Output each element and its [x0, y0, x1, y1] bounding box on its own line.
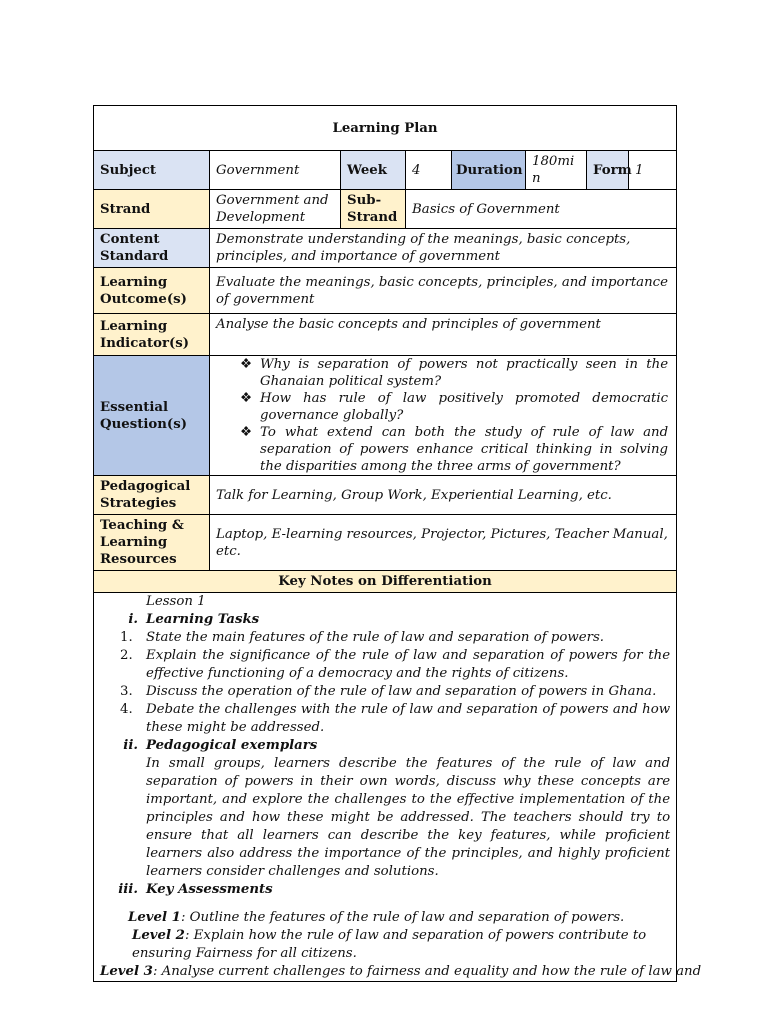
learning-outcomes-row — [94, 268, 677, 314]
assessment-level-2: Level 2: Explain how the rule of law and separation of powers contribute to ensuring Fairness for all citizens. — [132, 928, 647, 961]
duration-value: 180min — [526, 151, 587, 190]
learning-indicators-value: Analyse the basic concepts and principles of government — [210, 314, 677, 356]
teaching-resources-value: Laptop, E-learning resources, Projector, Pictures, Teacher Manual, etc. — [210, 515, 677, 571]
list-item: ❖ Why is separation of powers not practically seen in the Ghanaian political system? — [240, 357, 669, 389]
strand-row — [94, 190, 677, 229]
list-item: 4. Debate the challenges with the rule of law and separation of powers and how these might be addressed. — [120, 702, 671, 735]
learning-tasks-heading: i. Learning Tasks — [128, 612, 260, 627]
list-item: 2. Explain the significance of the rule of law and separation of powers for the effective functioning of a democracy and the rights of citizens. — [120, 648, 671, 681]
strand-value: Government and Development — [210, 190, 341, 229]
essential-questions-row — [94, 356, 677, 476]
form-value: 1 — [629, 151, 677, 190]
learning-plan-page — [93, 105, 702, 979]
essential-questions-list — [216, 356, 668, 475]
week-label: Week — [341, 151, 406, 190]
lesson-title: Lesson 1 — [146, 594, 206, 609]
essential-questions-label: Essential Question(s) — [94, 356, 210, 476]
lesson-cell — [94, 593, 702, 982]
list-item: 3. Discuss the operation of the rule of law and separation of powers in Ghana. — [120, 684, 657, 699]
week-value: 4 — [406, 151, 452, 190]
key-assessments-heading: iii. Key Assessments — [118, 882, 273, 897]
assessment-level-1: Level 1: Outline the features of the rule of law and separation of powers. — [128, 910, 625, 925]
sub-strand-label: Sub-Strand — [341, 190, 406, 229]
form-label: Form — [587, 151, 629, 190]
pedagogical-strategies-value: Talk for Learning, Group Work, Experiential Learning, etc. — [210, 476, 677, 515]
subject-label: Subject — [94, 151, 210, 190]
sub-strand-value: Basics of Government — [406, 190, 677, 229]
content-standard-value: Demonstrate understanding of the meanings, basic concepts, principles, and importance of government — [210, 229, 677, 268]
key-notes-heading: Key Notes on Differentiation — [94, 571, 677, 593]
key-notes-row — [94, 571, 677, 593]
essential-questions-cell — [210, 356, 677, 476]
learning-indicators-row — [94, 314, 677, 356]
diamond-bullet-icon: ❖ — [240, 357, 252, 372]
learning-outcomes-label: Learning Outcome(s) — [94, 268, 210, 314]
subject-row — [94, 151, 677, 190]
title-row — [94, 106, 677, 151]
pedagogical-strategies-row — [94, 476, 677, 515]
learning-outcomes-value: Evaluate the meanings, basic concepts, principles, and importance of government — [210, 268, 677, 314]
pedagogical-exemplars-heading: ii. Pedagogical exemplars — [123, 738, 318, 753]
content-standard-row — [94, 229, 677, 268]
content-standard-label: Content Standard — [94, 229, 210, 268]
teaching-resources-label: Teaching & Learning Resources — [94, 515, 210, 571]
learning-plan-table — [93, 105, 702, 982]
assessment-level-3: Level 3: Analyse current challenges to fairness and equality and how the rule of law and — [100, 964, 702, 979]
subject-value: Government — [210, 151, 341, 190]
strand-label: Strand — [94, 190, 210, 229]
lesson-row — [94, 593, 677, 982]
list-item: 1. State the main features of the rule of law and separation of powers. — [120, 630, 605, 645]
list-item: ❖ How has rule of law positively promoted democratic governance globally? — [240, 391, 669, 423]
teaching-resources-row — [94, 515, 677, 571]
pedagogical-strategies-label: Pedagogical Strategies — [94, 476, 210, 515]
diamond-bullet-icon: ❖ — [240, 391, 252, 406]
learning-indicators-label: Learning Indicator(s) — [94, 314, 210, 356]
list-item: ❖ To what extend can both the study of rule of law and separation of powers enhance critical thinking in solving the disparities among the three arms of government? — [240, 425, 669, 474]
page-title: Learning Plan — [94, 106, 677, 151]
pedagogical-exemplars-text: In small groups, learners describe the features of the rule of law and separation of powers in their own words, discuss why these concepts are important, and explore the challenges to the effective implementation of the principles and how these might be addressed. The teachers should try to ensure that all learners can describe the key features, while proficient learners also address the importance of the principles, and highly proficient learners consider challenges and solutions. — [146, 756, 671, 879]
duration-label: Duration — [452, 151, 526, 190]
diamond-bullet-icon: ❖ — [240, 425, 252, 440]
